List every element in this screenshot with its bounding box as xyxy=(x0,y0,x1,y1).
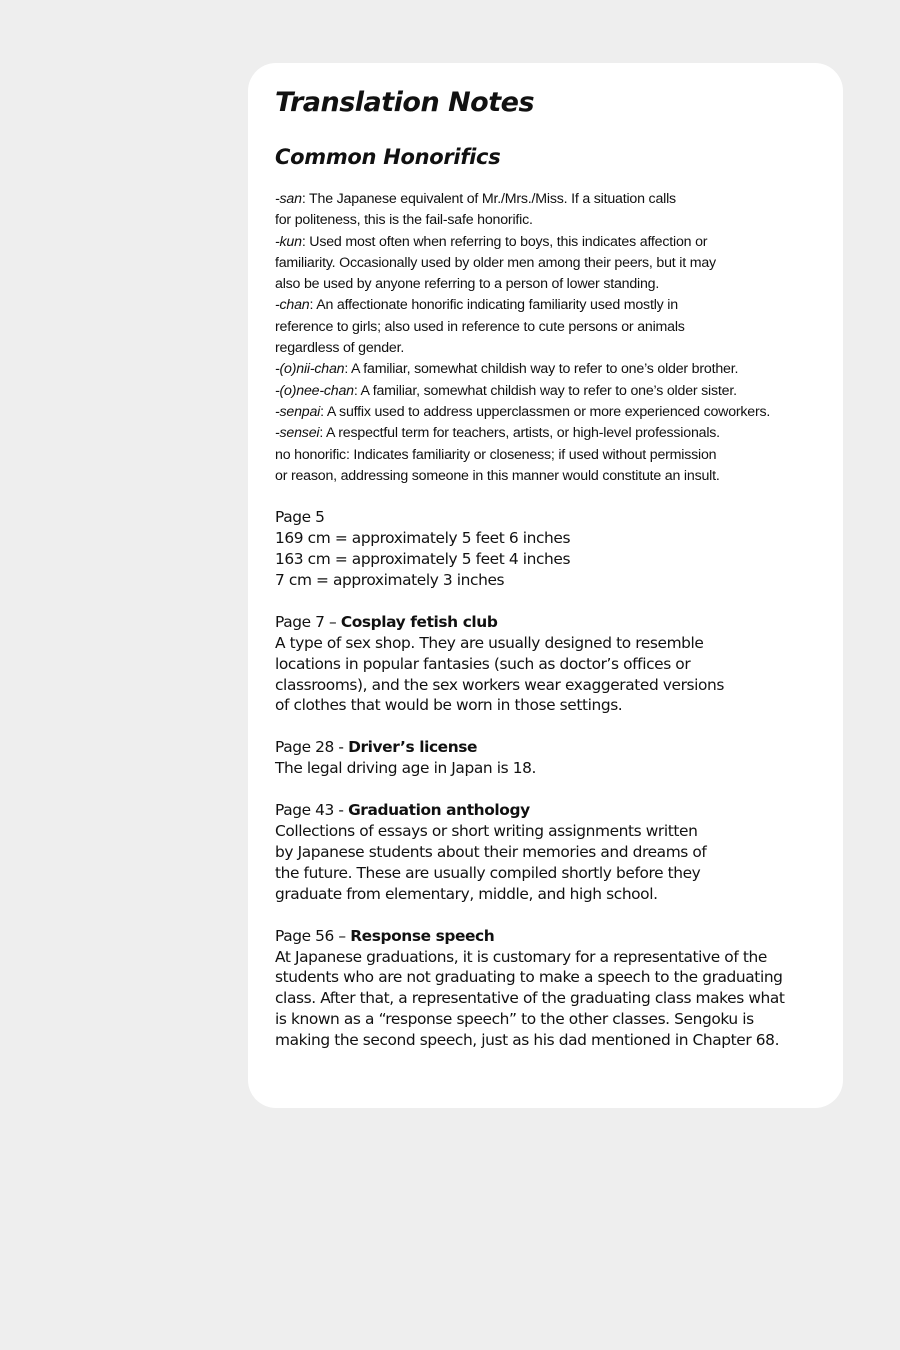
page-note-heading xyxy=(275,612,823,633)
note-text-line: Collections of essays or short writing assignments written xyxy=(275,822,698,841)
honorific-line xyxy=(275,274,823,295)
note-text-line: 7 cm = approximately 3 inches xyxy=(275,570,505,589)
honorific-text: for politeness, this is the fail-safe honorific. xyxy=(275,212,533,229)
page-reference: Page 56 – xyxy=(275,926,351,945)
note-text-line: A type of sex shop. They are usually designed to resemble xyxy=(275,633,704,652)
page-note xyxy=(275,507,823,591)
page-notes-list xyxy=(275,507,823,1051)
page-note xyxy=(275,737,823,779)
page-note-heading xyxy=(275,507,823,528)
section-title: Common Honorifics xyxy=(275,145,501,169)
honorifics-list xyxy=(275,189,823,487)
page-reference: Page 7 – xyxy=(275,612,341,631)
honorific-term: -chan xyxy=(275,297,310,314)
honorific-term: -(o)nii-chan xyxy=(275,361,345,378)
note-text-line: by Japanese students about their memories and dreams of xyxy=(275,842,707,861)
page-reference: Page 5 xyxy=(275,508,325,527)
note-topic: Cosplay fetish club xyxy=(340,612,498,631)
honorific-text: : A suffix used to address upperclassmen or more experienced coworkers. xyxy=(320,403,771,420)
honorific-text: : The Japanese equivalent of Mr./Mrs./Miss. If a situation calls xyxy=(301,191,676,207)
note-text-line: graduate from elementary, middle, and high school. xyxy=(275,884,658,903)
honorific-text: or reason, addressing someone in this manner would constitute an insult. xyxy=(275,467,720,484)
page-note xyxy=(275,612,823,717)
note-text-line: making the second speech, just as his dad mentioned in Chapter 68. xyxy=(275,1031,780,1050)
honorific-line xyxy=(275,466,823,487)
note-text-line: class. After that, a representative of the graduating class makes what xyxy=(275,989,785,1008)
page-note-heading xyxy=(275,926,823,947)
note-text-line: students who are not graduating to make a speech to the graduating xyxy=(275,968,783,987)
page-reference: Page 28 - xyxy=(275,738,349,757)
honorific-line xyxy=(275,423,823,444)
honorific-line xyxy=(275,338,823,359)
honorific-line xyxy=(275,295,823,316)
note-topic: Driver’s license xyxy=(348,738,478,757)
honorific-line xyxy=(275,445,823,466)
honorific-text: no honorific: Indicates familiarity or closeness; if used without permission xyxy=(275,446,717,463)
note-text-line: the future. These are usually compiled shortly before they xyxy=(275,863,701,882)
note-text-line: locations in popular fantasies (such as doctor’s offices or xyxy=(275,654,691,673)
honorific-text: : Used most often when referring to boys, this indicates affection or xyxy=(301,233,708,250)
honorific-line xyxy=(275,189,823,210)
honorific-text: : A familiar, somewhat childish way to refer to one’s older sister. xyxy=(353,382,737,399)
note-text-line: of clothes that would be worn in those settings. xyxy=(275,696,623,715)
honorific-text: familiarity. Occasionally used by older men among their peers, but it may xyxy=(275,254,716,271)
honorific-text: regardless of gender. xyxy=(275,340,405,357)
note-text-line: is known as a “response speech” to the other classes. Sengoku is xyxy=(275,1010,754,1029)
honorific-text: : A respectful term for teachers, artists, or high-level professionals. xyxy=(319,425,720,442)
honorific-line xyxy=(275,402,823,423)
honorific-term: -kun xyxy=(275,233,302,250)
note-text-line: At Japanese graduations, it is customary for a representative of the xyxy=(275,947,767,966)
page-note xyxy=(275,926,823,1051)
honorific-line xyxy=(275,253,823,274)
honorific-line xyxy=(275,359,823,380)
honorific-text: : A familiar, somewhat childish way to refer to one’s older brother. xyxy=(344,361,739,378)
honorific-text: also be used by anyone referring to a person of lower standing. xyxy=(275,276,660,293)
honorific-line xyxy=(275,317,823,338)
note-text-line: classrooms), and the sex workers wear exaggerated versions xyxy=(275,675,725,694)
page-note-heading xyxy=(275,737,823,758)
note-topic: Graduation anthology xyxy=(348,801,530,820)
note-text-line: 169 cm = approximately 5 feet 6 inches xyxy=(275,529,571,548)
honorific-term: -(o)nee-chan xyxy=(275,382,354,399)
page-title: Translation Notes xyxy=(275,87,535,118)
honorific-line xyxy=(275,381,823,402)
honorific-line xyxy=(275,232,823,253)
honorific-term: -sensei xyxy=(275,425,320,442)
note-text-line: The legal driving age in Japan is 18. xyxy=(275,759,536,778)
page-reference: Page 43 - xyxy=(275,801,349,820)
honorific-line xyxy=(275,210,823,231)
note-topic: Response speech xyxy=(350,926,495,945)
note-text-line: 163 cm = approximately 5 feet 4 inches xyxy=(275,549,571,568)
notes-card xyxy=(248,63,843,1108)
page-note xyxy=(275,800,823,905)
honorific-text: reference to girls; also used in reference to cute persons or animals xyxy=(275,318,685,335)
honorific-term: -san xyxy=(275,191,302,207)
honorific-text: : An affectionate honorific indicating familiarity used mostly in xyxy=(309,297,678,314)
honorific-term: -senpai xyxy=(275,403,321,420)
page-note-heading xyxy=(275,800,823,821)
